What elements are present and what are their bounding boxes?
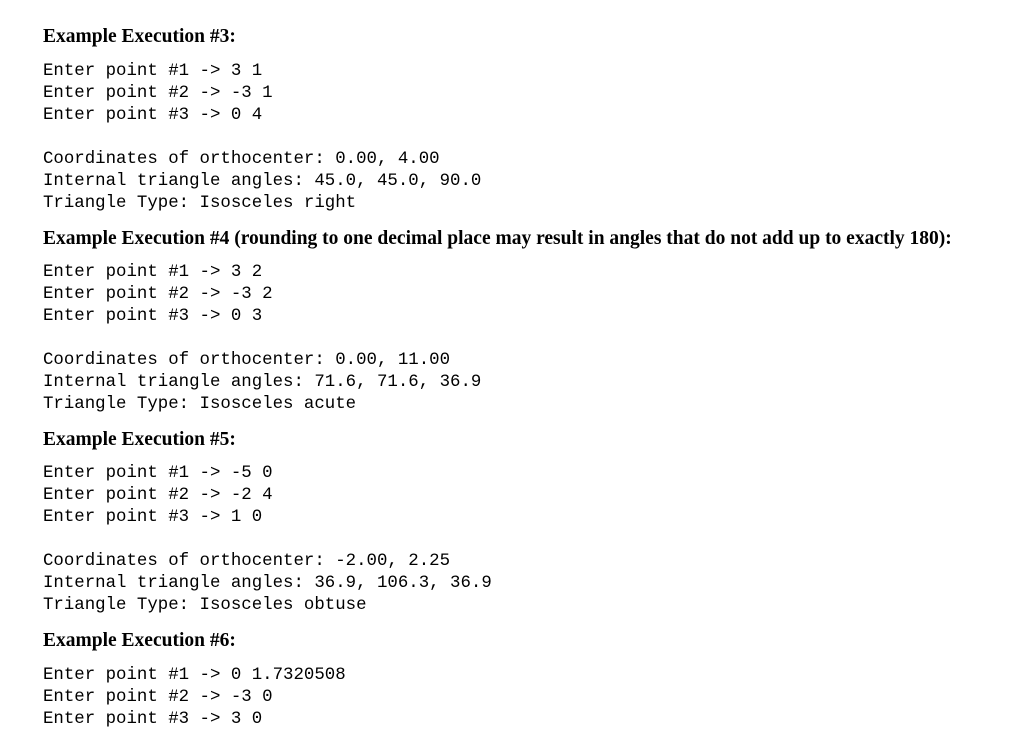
output-line: Coordinates of orthocenter: 0.00, 4.00 (43, 150, 440, 169)
output-line: Coordinates of orthocenter: 0.00, 11.00 (43, 351, 451, 370)
input-line: Enter point #2 -> -3 1 (43, 84, 273, 103)
output-line: Triangle Type: Isosceles acute (43, 395, 357, 414)
example-6-heading: Example Execution #6: (43, 630, 236, 651)
input-line: Enter point #1 -> 3 1 (43, 62, 263, 81)
output-line: Internal triangle angles: 45.0, 45.0, 90.0 (43, 172, 482, 191)
example-5-input-block (43, 463, 273, 529)
example-4-heading: Example Execution #4 (rounding to one decimal place may result in angles that do not add up to exactly 180): (43, 228, 952, 249)
example-4-input-block (43, 262, 273, 328)
example-3-output-block (43, 149, 481, 215)
input-line: Enter point #2 -> -3 0 (43, 688, 273, 707)
example-5-output-block (43, 551, 492, 617)
input-line: Enter point #1 -> 0 1.7320508 (43, 666, 346, 685)
example-3-input-block (43, 61, 273, 127)
input-line: Enter point #1 -> -5 0 (43, 464, 273, 483)
input-line: Enter point #1 -> 3 2 (43, 263, 263, 282)
input-line: Enter point #3 -> 3 0 (43, 710, 263, 729)
input-line: Enter point #3 -> 0 4 (43, 106, 263, 125)
example-4-output-block (43, 350, 481, 416)
input-line: Enter point #2 -> -3 2 (43, 285, 273, 304)
example-5-heading: Example Execution #5: (43, 429, 236, 450)
output-line: Triangle Type: Isosceles right (43, 194, 357, 213)
output-line: Coordinates of orthocenter: -2.00, 2.25 (43, 552, 451, 571)
example-3-heading: Example Execution #3: (43, 26, 236, 47)
example-6-input-block (43, 665, 346, 731)
output-line: Internal triangle angles: 36.9, 106.3, 36.9 (43, 574, 492, 593)
output-line: Internal triangle angles: 71.6, 71.6, 36.9 (43, 373, 482, 392)
output-line: Triangle Type: Isosceles obtuse (43, 596, 367, 615)
input-line: Enter point #3 -> 0 3 (43, 307, 263, 326)
input-line: Enter point #3 -> 1 0 (43, 508, 263, 527)
input-line: Enter point #2 -> -2 4 (43, 486, 273, 505)
